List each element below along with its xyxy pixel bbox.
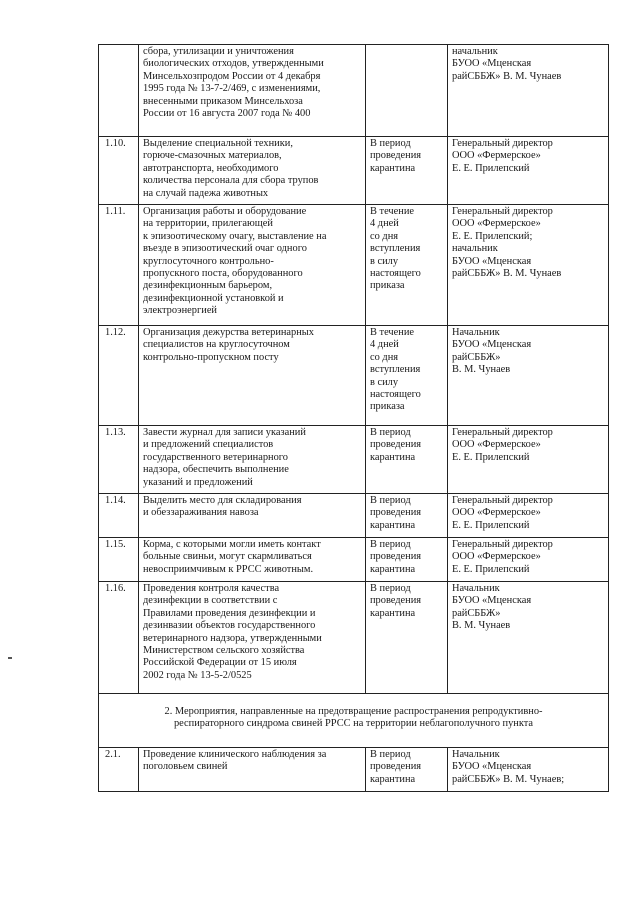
responsible-text: Начальник БУОО «Мценская райСББЖ» В. М. Чунаев — [448, 582, 609, 694]
table-row — [99, 137, 609, 205]
table-row — [99, 494, 609, 538]
responsible-text: Генеральный директор ООО «Фермерское» Е. Е. Прилепский — [448, 426, 609, 494]
measure-text: Корма, с которыми могли иметь контакт больные свиньи, могут скармливаться невосприимчивым к РРСС животным. — [139, 538, 366, 582]
term-text: В период проведения карантина — [366, 748, 448, 792]
measure-text: Организация дежурства ветеринарных специалистов на круглосуточном контрольно-пропускном посту — [139, 326, 366, 426]
section-heading-row — [99, 694, 609, 748]
measure-text: Выделить место для складирования и обеззараживания навоза — [139, 494, 366, 538]
responsible-text: Генеральный директор ООО «Фермерское» Е. Е. Прилепский; начальник БУОО «Мценская райСББЖ» В. М. Чунаев — [448, 205, 609, 326]
row-number: 2.1. — [99, 748, 139, 792]
row-number: 1.14. — [99, 494, 139, 538]
measure-text: Проведение клинического наблюдения за поголовьем свиней — [139, 748, 366, 792]
term-text: В период проведения карантина — [366, 538, 448, 582]
measure-text: сбора, утилизации и уничтожения биологических отходов, утвержденными Минсельхозпродом России от 4 декабря 1995 года № 13-7-2/469, с изменениями, внесенными приказом Минсельхоза России от 16 августа 2007 года № 400 — [139, 45, 366, 137]
table-row — [99, 426, 609, 494]
row-number: 1.16. — [99, 582, 139, 694]
term-text: В течение 4 дней со дня вступления в силу настоящего приказа — [366, 326, 448, 426]
responsible-text: Начальник БУОО «Мценская райСББЖ» В. М. Чунаев; — [448, 748, 609, 792]
responsible-text: Начальник БУОО «Мценская райСББЖ» В. М. Чунаев — [448, 326, 609, 426]
table-row — [99, 326, 609, 426]
row-number: 1.12. — [99, 326, 139, 426]
responsible-text: Генеральный директор ООО «Фермерское» Е. Е. Прилепский — [448, 538, 609, 582]
term-text: В период проведения карантина — [366, 426, 448, 494]
table-row — [99, 582, 609, 694]
term-text: В период проведения карантина — [366, 494, 448, 538]
responsible-text: Генеральный директор ООО «Фермерское» Е. Е. Прилепский — [448, 494, 609, 538]
row-number: 1.15. — [99, 538, 139, 582]
section-2-title: 2. Мероприятия, направленные на предотвращение распространения репродуктивно- респираторного синдрома свиней РРСС на территории неблагополучного пункта — [99, 694, 609, 748]
row-number — [99, 45, 139, 137]
term-text — [366, 45, 448, 137]
table-row — [99, 205, 609, 326]
measure-text: Выделение специальной техники, горюче-смазочных материалов, автотранспорта, необходимого количества персонала для сбора трупов на случай падежа животных — [139, 137, 366, 205]
measures-table — [98, 44, 609, 792]
responsible-text: начальник БУОО «Мценская райСББЖ» В. М. Чунаев — [448, 45, 609, 137]
measure-text: Организация работы и оборудование на территории, прилегающей к эпизоотическому очагу, выставление на въезде в эпизоотический очаг одного круглосуточного контрольно- пропускного поста, оборудованного дезинфекционным барьером, дезинфекционной установкой и электроэнергией — [139, 205, 366, 326]
term-text: В течение 4 дней со дня вступления в силу настоящего приказа — [366, 205, 448, 326]
scan-mark — [8, 657, 12, 659]
table-row — [99, 748, 609, 792]
measure-text: Проведения контроля качества дезинфекции в соответствии с Правилами проведения дезинфекции и дезинвазии объектов государственного ветеринарного надзора, утвержденными Министерством сельского хозяйства Российской Федерации от 15 июля 2002 года № 13-5-2/0525 — [139, 582, 366, 694]
responsible-text: Генеральный директор ООО «Фермерское» Е. Е. Прилепский — [448, 137, 609, 205]
term-text: В период проведения карантина — [366, 582, 448, 694]
row-number: 1.10. — [99, 137, 139, 205]
table-row — [99, 538, 609, 582]
measure-text: Завести журнал для записи указаний и предложений специалистов государственного ветеринарного надзора, обеспечить выполнение указаний и предложений — [139, 426, 366, 494]
row-number: 1.13. — [99, 426, 139, 494]
table-row — [99, 45, 609, 137]
term-text: В период проведения карантина — [366, 137, 448, 205]
row-number: 1.11. — [99, 205, 139, 326]
